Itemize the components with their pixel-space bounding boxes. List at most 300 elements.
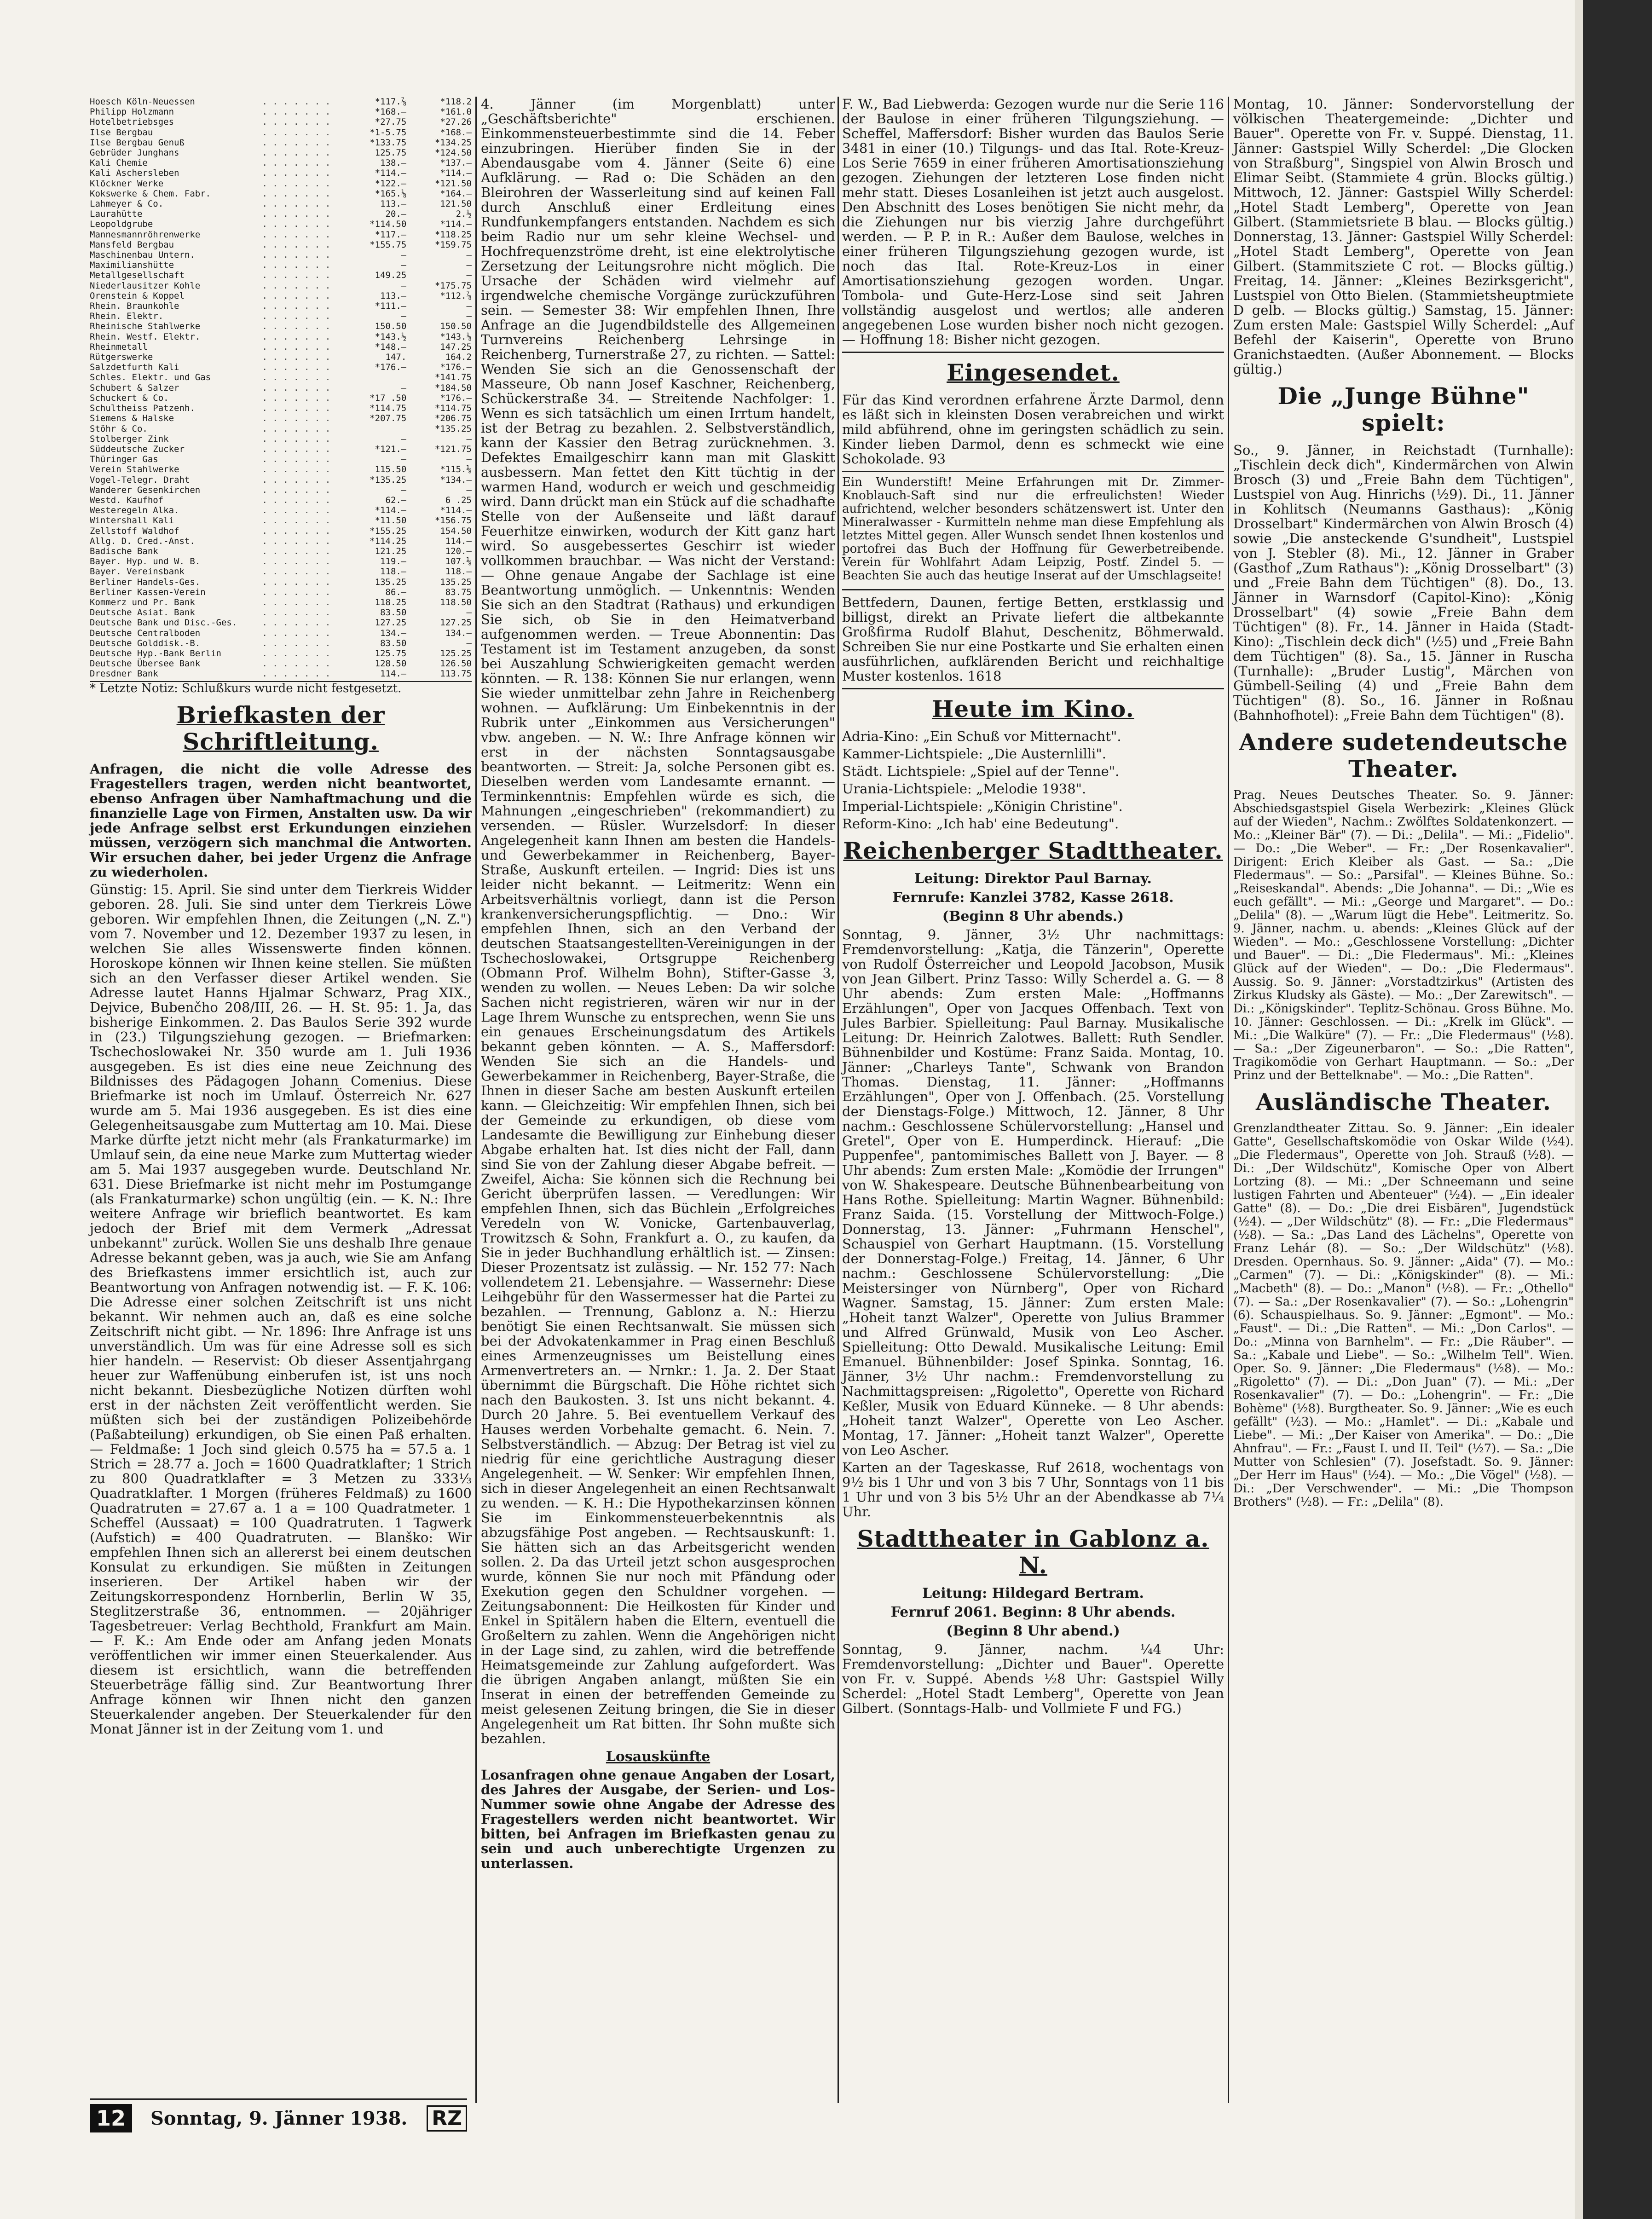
stock-price-curr: 114.— [445, 536, 472, 546]
stock-row [90, 393, 472, 403]
stock-price-curr: 147.25 [440, 341, 472, 352]
darmol-ad: Für das Kind verordnen erfahrene Ärzte Darmol, denn es läßt sich in kleinsten Dosen verabreichen und wirkt mild abführend, ohne im geringsten schädlich zu sein. Kinder lieben Darmol, denn es schmeckt wie eine Schokolade. 93 [842, 392, 1224, 467]
stock-price-curr: *206.75 [434, 413, 472, 424]
stock-row [90, 444, 472, 454]
issue-date: Sonntag, 9. Jänner 1938. [150, 2107, 408, 2129]
stock-row [90, 495, 472, 505]
stock-dots: . . . . . . . [262, 556, 331, 567]
cinema-item: Urania-Lichtspiele: „Melodie 1938". [842, 781, 1086, 797]
stock-row [90, 148, 472, 158]
stock-name: Berliner Handels-Ges. [90, 577, 201, 587]
stock-price-prev: *117.— [375, 229, 407, 240]
stock-name: Bayer. Hyp. und W. B. [90, 556, 201, 567]
stock-dots: . . . . . . . [262, 515, 331, 526]
foreign-theater-heading: Ausländische Theater. [1256, 1088, 1551, 1115]
stock-row [90, 536, 472, 546]
stock-name: Kali Chemie [90, 158, 148, 168]
stock-dots: . . . . . . . [262, 413, 331, 424]
stock-row [90, 311, 472, 321]
stock-price-prev: — [401, 433, 407, 444]
stock-price-curr: — [466, 485, 472, 495]
stock-price-prev: 119.— [380, 556, 407, 567]
stock-price-prev: 125.75 [375, 148, 407, 158]
stock-name: Süddeutsche Zucker [90, 444, 185, 454]
stock-price-curr: 121.50 [440, 199, 472, 209]
stock-price-curr: *114.— [440, 168, 472, 179]
stock-name: Schubert & Salzer [90, 382, 179, 393]
stock-row [90, 179, 472, 189]
stock-name: Rütgerswerke [90, 352, 153, 363]
stock-name: Maximilianshütte [90, 260, 174, 271]
stock-row [90, 240, 472, 250]
stock-price-curr: *176.— [440, 393, 472, 403]
stock-price-prev: *168.— [375, 107, 407, 117]
stock-row [90, 281, 472, 291]
stock-name: Mannesmannröhrenwerke [90, 229, 201, 240]
stock-name: Ilse Bergbau [90, 127, 153, 138]
stock-row [90, 230, 472, 240]
stock-price-curr: — [466, 250, 472, 260]
stock-row [90, 158, 472, 168]
stock-price-curr: *137.— [440, 158, 472, 168]
stock-name: Dresdner Bank [90, 669, 158, 679]
cinema-item: Städt. Lichtspiele: „Spiel auf der Tenne". [842, 763, 1120, 779]
stock-row [90, 219, 472, 229]
stock-dots: . . . . . . . [262, 229, 331, 240]
column-3 [842, 97, 1224, 1718]
stock-row [90, 362, 472, 372]
stock-price-curr: 2.½ [456, 209, 472, 220]
stock-dots: . . . . . . . [262, 199, 331, 209]
stock-price-curr: 134.— [445, 628, 472, 638]
stock-price-prev: *135.25 [370, 474, 407, 485]
stock-price-prev [341, 372, 407, 382]
bedding-ad: Bettfedern, Daunen, fertige Betten, erstklassig und billigst, direkt an Private liefert die altbekannte Großfirma Rudolf Blahut, Deschenitz, Böhmerwald. Schreiben Sie nur eine Postkarte und Sie erhalten einen ausführlichen, aufklärenden Bericht und reichhaltige Muster kostenlos. 1618 [842, 595, 1224, 684]
stock-name: Zellstoff Waldhof [90, 526, 179, 536]
stock-dots: . . . . . . . [262, 587, 331, 597]
stock-name: Vogel-Telegr. Draht [90, 474, 190, 485]
gablonz-program-continued: Montag, 10. Jänner: Sondervorstellung der völkischen Theatergemeinde: „Dichter und Bauer". Operette von Fr. v. Suppé. Dienstag, 11. Jänner: Gastspiel Willy Scherdel: „Die Glocken von Straßburg", Singspiel von Alwin Brosch und Elimar Seibt. (Stammiete 4 grün. Blocks gültig.) Mittwoch, 12. Jänner: Gastspiel Willy Scherdel: „Hotel Stadt Lemberg", Operette von Jean Gilbert. (Stammietsriete B blau. — Blocks gültig.) Donnerstag, 13. Jänner: Gastspiel Willy Scherdel: „Hotel Stadt Lemberg", Operette von Jean Gilbert. (Stammitsziete C rot. — Blocks gültig.) Freitag, 14. Jänner: „Kleines Bezirksgericht", Lustspiel von Otto Bielen. (Stammietsheuptmiete D gelb. — Blocks gültig.) Samstag, 15. Jänner: Zum ersten Male: Gastspiel Willy Scherdel: „Auf Befehl der Kaiserin", Operette von Bruno Granichstaedten. (Außer Abonnement. — Blocks gültig.) [1233, 96, 1574, 377]
stock-price-curr: 113.75 [440, 669, 472, 679]
stock-dots: . . . . . . . [262, 495, 331, 505]
stock-dots: . . . . . . . [262, 372, 331, 383]
stock-name: Lahmeyer & Co. [90, 199, 164, 209]
stock-dots: . . . . . . . [262, 209, 331, 220]
stock-price-curr: — [466, 260, 472, 271]
cinema-item: Adria-Kino: „Ein Schuß vor Mitternacht". [842, 728, 1121, 744]
stock-price-prev: *143.½ [375, 331, 407, 342]
theater-director: Leitung: Direktor Paul Barnay. [914, 871, 1152, 887]
stock-dots: . . . . . . . [262, 393, 331, 403]
stock-row [90, 526, 472, 536]
stock-row [90, 515, 472, 526]
stock-price-prev: 113.— [380, 199, 407, 209]
gablonz-program: Sonntag, 9. Jänner, nachm. ¼4 Uhr: Fremdenvorstellung: „Dichter und Bauer". Operette von Fr. v. Suppé. Abends ½8 Uhr: Gastspiel Willy Scherdel: „Hotel Stadt Lemberg", Operette von Jean Gilbert. (Sonntags-Halb- und Vollmiete F und FG.) [842, 1641, 1224, 1716]
theater-phone: Fernrufe: Kanzlei 3782, Kasse 2618. [892, 890, 1174, 906]
stock-row [90, 475, 472, 485]
stock-row [90, 638, 472, 648]
stock-name: Siemens & Halske [90, 413, 174, 424]
stock-price-curr: *156.75 [434, 515, 472, 526]
column-4 [1233, 97, 1574, 1512]
stock-dots: . . . . . . . [262, 659, 331, 669]
stock-dots: . . . . . . . [262, 485, 331, 495]
stock-name: Metallgesellschaft [90, 270, 185, 281]
sudeten-theater-program: Prag. Neues Deutsches Theater. So. 9. Jänner: Abschiedsgastspiel Gisela Werbezirk: „Kleines Glück auf der Wieden", Nachm.: Zwölftes Soldatenkonzert. — Mo.: „Kleiner Bär" (7). — Di.: „Delila". — Mi.: „Fidelio". — Do.: „Die Weber". — Fr.: „Der Rosenkavalier". Dirigent: Erich Kleiber als Gast. — Sa.: „Die Fledermaus". — So.: „Parsifal". — Kleines Bühne. So.: „Reiseskandal". Abends: „Die Johanna". — Di.: „Wie es euch gefällt". — Mi.: „George und Margaret". — Do.: „Delila" (8). — „Warum lügt die Hebe". Leitmeritz. So. 9. Jänner, nachm. u. abends: „Kleines Glück auf der Wieden". — Mo.: „Geschlossene Vorstellung: „Dichter und Bauer". — Di.: „Die Fledermaus". Mi.: „Kleines Glück auf der Wieden". — Do.: „Die Fledermaus". Aussig. So. 9. Jänner: „Vorstadtzirkus" (Artisten des Zirkus Kludsky als Gäste). — Mo.: „Der Zarewitsch". — Di.: „Königskinder". Teplitz-Schönau. Gross Bühne. Mo. 10. Jänner: Geschlossen. — Di.: „Krelk im Glück". — Mi.: „Die Walküre" (7). — Fr.: „Die Fledermaus" (½8). — Sa.: „Der Zigeunerbaron". — So.: „Die Ratten", Tragikomödie von Gerhart Hauptmann. — So.: „Der Prinz und der Bettelknabe". — Mo.: „Die Ratten". [1233, 788, 1574, 1082]
stock-dots: . . . . . . . [262, 148, 331, 158]
stock-dots: . . . . . . . [262, 280, 331, 291]
stock-dots: . . . . . . . [262, 362, 331, 373]
stock-name: Ilse Bergbau Genuß [90, 137, 185, 148]
stock-price-curr: — [466, 301, 472, 312]
stock-row [90, 628, 472, 638]
stock-row [90, 107, 472, 117]
scan-margin [1575, 0, 1583, 2219]
stock-price-prev: 62.— [385, 495, 407, 505]
stock-name: Deutsche Centralboden [90, 628, 201, 638]
stock-row [90, 403, 472, 413]
stock-price-prev: *17 .50 [370, 393, 407, 403]
stock-price-curr: *124.50 [434, 148, 472, 158]
stock-price-prev: 118.— [380, 566, 407, 577]
lot-answers: F. W., Bad Liebwerda: Gezogen wurde nur die Serie 116 der Baulose in einer früheren Tilgungsziehung. — Scheffel, Maffersdorf: Bisher wurden das Baulos Serie 3481 in einer (10.) Tilgungs- und das Ital. Rote-Kreuz-Los Serie 7659 in einer früheren Amortisationsziehung gezogen. Ziehungen der letzteren Lose finden nicht mehr statt. Dieses Losanleihen ist jetzt auch ausgelost. Den Abschnitt des Loses benötigen Sie nicht mehr, da die Ziehungen nur bis vierzig Jahre durchgeführt werden. — P. P. in R.: Außer dem Baulose, welches in einer früheren Tilgungsziehung gezogen wurde, ist noch das Ital. Rote-Kreuz-Los in einer Amortisationsziehung gezogen worden. Ungar. Tombola- und Gute-Herz-Lose sind seit Jahren vollständig ausgelost und wertlos; alle anderen angegebenen Lose wurden bisher noch nicht gezogen. — Hoffnung 18: Bisher nicht gezogen. [842, 96, 1224, 347]
stock-row [90, 352, 472, 362]
stock-price-prev: — [401, 382, 407, 393]
stock-name: Orenstein & Koppel [90, 290, 185, 301]
stock-price-curr: *161.0 [440, 107, 472, 117]
stock-dots: . . . . . . . [262, 597, 331, 607]
column-rule [475, 97, 477, 2103]
stock-price-curr: — [466, 433, 472, 444]
stock-dots: . . . . . . . [262, 423, 331, 434]
cinema-item: Kammer-Lichtspiele: „Die Austernlilli". [842, 746, 1106, 762]
stock-price-prev: 134.— [380, 628, 407, 638]
stock-row [90, 566, 472, 577]
stock-name: Badische Bank [90, 546, 158, 556]
stock-price-prev: 121.25 [375, 546, 407, 556]
stock-name: Kommerz und Pr. Bank [90, 597, 195, 607]
stock-name: Philipp Holzmann [90, 107, 174, 117]
stock-price-prev: *27.75 [375, 117, 407, 127]
submitted-heading: Eingesendet. [947, 359, 1120, 386]
stock-name: Stöhr & Co. [90, 423, 148, 434]
stock-row [90, 505, 472, 515]
stock-price-curr: *143.⅛ [440, 331, 472, 342]
stock-price-prev: 83.50 [380, 607, 407, 618]
stock-dots: . . . . . . . [262, 433, 331, 444]
stock-price-curr: *114.— [440, 505, 472, 516]
stock-dots: . . . . . . . [262, 341, 331, 352]
stock-row [90, 383, 472, 393]
stock-row [90, 342, 472, 352]
stock-price-curr: 127.25 [440, 618, 472, 628]
stock-table [90, 97, 472, 679]
stock-price-curr: *175.75 [434, 280, 472, 291]
stock-price-prev: 83.50 [380, 638, 407, 648]
stock-price-curr: *121.50 [434, 178, 472, 189]
stock-dots: . . . . . . . [262, 301, 331, 312]
stock-price-prev: — [401, 311, 407, 322]
stock-row [90, 301, 472, 311]
stock-row [90, 332, 472, 342]
stock-dots: . . . . . . . [262, 444, 331, 454]
stock-price-prev: — [401, 485, 407, 495]
stock-price-curr: 107.⅛ [445, 556, 472, 567]
divider [842, 352, 1224, 353]
stock-row [90, 454, 472, 464]
stock-price-prev: 149.25 [375, 270, 407, 281]
stock-name: Mansfeld Bergbau [90, 239, 174, 250]
stock-name: Kali Aschersleben [90, 168, 179, 179]
stock-row [90, 321, 472, 331]
cinema-heading: Heute im Kino. [932, 695, 1134, 722]
stock-dots: . . . . . . . [262, 526, 331, 536]
stock-name: Leopoldgrube [90, 219, 153, 230]
stock-row [90, 659, 472, 669]
foreign-theater-program: Grenzlandtheater Zittau. So. 9. Jänner: „Ein idealer Gatte", Gesellschaftskomödie von Oskar Wilde (½4). „Die Fledermaus", Operette von Joh. Strauß (½8). — Di.: „Der Wildschütz", Komische Oper von Albert Lortzing (8). — Mi.: „Der Schneemann und seine lustigen Fahrten und Abenteuer" (½4). — „Ein idealer Gatte" (8). — Do.: „Die drei Eisbären", Jugendstück (½4). — „Der Wildschütz" (8). — Fr.: „Die Fledermaus" (½8). — Sa.: „Das Land des Lächelns", Operette von Franz Lehár (8). — So.: „Der Wildschütz" (½8). Dresden. Opernhaus. So. 9. Jänner: „Aida" (7). — Mo.: „Carmen" (7). — Di.: „Königskinder" (8). — Mi.: „Macbeth" (8). — Do.: „Manon" (½8). — Fr.: „Othello" (7). — Sa.: „Der Rosenkavalier" (7). — So.: „Lohengrin" (6). Schauspielhaus. So. 9. Jänner: „Egmont". — Mo.: „Faust". — Di.: „Die Ratten". — Mi.: „Don Carlos". — Do.: „Minna von Barnhelm". — Fr.: „Die Räuber". — Sa.: „Kabale und Liebe". — So.: „Wilhelm Tell". Wien. Oper. So. 9. Jänner: „Die Fledermaus" (½8). — Mo.: „Rigoletto" (7). — Di.: „Don Juan" (7). — Mi.: „Der Rosenkavalier" (7). — Do.: „Lohengrin". — Fr.: „Die Bohème" (½8). Burgtheater. So. 9. Jänner: „Wie es euch gefällt" (½3). — Mo.: „Hamlet". — Di.: „Kabale und Liebe". — Mi.: „Der Kaiser von Amerika". — Do.: „Die Ahnfrau". — Fr.: „Faust I. und II. Teil" (½7). — Sa.: „Die Mutter von Schlesien" (7). Josefstadt. So. 9. Jänner: „Der Herr im Haus" (½4). — Mo.: „Die Vögel" (½8). — Di.: „Der Verschwender". — Mi.: „Die Thompson Brothers" (½8). — Fr.: „Delila" (8). [1233, 1121, 1574, 1509]
stock-name: Thüringer Gas [90, 454, 158, 465]
stock-price-prev: *165.⅛ [375, 188, 407, 199]
stock-name: Rheinmetall [90, 341, 148, 352]
stock-price-curr: *168.— [440, 127, 472, 138]
stock-price-prev: — [401, 280, 407, 291]
stock-dots: . . . . . . . [262, 628, 331, 638]
stock-name: Deutsche Golddisk.-B. [90, 638, 201, 648]
knoblauch-ad: Ein Wunderstift! Meine Erfahrungen mit Dr. Zimmer-Knoblauch-Saft sind nur die erfreulichsten! Wieder aufrichtend, welcher besonders schätzenswert ist. Unter den Mineralwasser - Kurmitteln nehme man diese Empfehlung als letztes Mittel gegen. Aller Wunsch sendet Ihnen kostenlos und portofrei das Buch der Hoffnung für Gewerbetreibende. Verein für Wohlfahrt Adam Leipzig, Postf. Zindel 5. — Beachten Sie auch das heutige Inserat auf der Umschlagseite! [842, 475, 1224, 583]
stock-dots: . . . . . . . [262, 505, 331, 516]
gablonz-begin: (Beginn 8 Uhr abend.) [946, 1623, 1120, 1639]
stock-name: Laurahütte [90, 209, 143, 220]
stock-dots: . . . . . . . [262, 97, 331, 107]
knoblauch-ad-box [842, 471, 1224, 590]
stock-price-curr: 118.— [445, 566, 472, 577]
stock-row [90, 485, 472, 495]
stock-price-prev: *1-5.75 [370, 127, 407, 138]
stock-price-curr: 6 .25 [445, 495, 472, 505]
cinema-item: Reform-Kino: „Ich hab' eine Bedeutung". [842, 816, 1119, 832]
stock-dots: . . . . . . . [262, 577, 331, 587]
stock-dots: . . . . . . . [262, 607, 331, 618]
stock-name: Stolberger Zink [90, 433, 169, 444]
stock-dots: . . . . . . . [262, 454, 331, 465]
stock-name: Berliner Kassen-Verein [90, 587, 206, 597]
stock-price-curr: *134.25 [434, 137, 472, 148]
stock-price-curr: 118.50 [440, 597, 472, 607]
stock-row [90, 464, 472, 474]
stock-price-curr: *27.26 [440, 117, 472, 127]
stock-price-prev: 135.25 [375, 577, 407, 587]
stock-price-prev: 20.— [385, 209, 407, 220]
divider [842, 688, 1224, 689]
stock-dots: . . . . . . . [262, 158, 331, 168]
stock-row [90, 250, 472, 260]
stock-dots: . . . . . . . [262, 239, 331, 250]
stock-name: Salzdetfurth Kali [90, 362, 179, 373]
stock-dots: . . . . . . . [262, 127, 331, 138]
mailbox-intro: Anfragen, die nicht die volle Adresse des Fragestellers tragen, werden nicht beantwortet, ebenso Anfragen über Namhaftmachung und die finanzielle Lage von Firmen, Anstalten usw. Da wir jede Anfrage selbst erst Erkundungen einziehen müssen, verzögern sich manchmal die Antworten. Wir ersuchen daher, bei jeder Urgenz die Anfrage zu wiederholen. [90, 761, 472, 880]
theater-program: Sonntag, 9. Jänner, 3½ Uhr nachmittags: Fremdenvorstellung: „Katja, die Tänzerin", Operette von Rudolf Österreicher und Leopold Jacobson, Musik von Jean Gilbert. Prinz Tasso: Willy Scherdel a. G. — 8 Uhr abends: Zum ersten Male: „Hoffmanns Erzählungen", Oper von Jacques Offenbach. Text von Jules Barbier. Spielleitung: Paul Barnay. Musikalische Leitung: Dr. Heinrich Zalotwes. Ballett: Ruth Sendler. Bühnenbilder und Kostüme: Franz Saida. Montag, 10. Jänner: „Charleys Tante", Schwank von Brandon Thomas. Dienstag, 11. Jänner: „Hoffmanns Erzählungen", Oper von J. Offenbach. (25. Vorstellung der Dienstags-Folge.) Mittwoch, 12. Jänner, 8 Uhr nachm.: Geschlossene Schülervorstellung: „Hansel und Gretel", Oper von E. Humperdinck. Hierauf: „Die Puppenfee", pantomimisches Ballett von J. Bayer. — 8 Uhr abends: Zum ersten Male: „Komödie der Irrungen" von W. Shakespeare. Deutsche Bühnenbearbeitung von Hans Rothe. Spielleitung: Martin Wagner. Bühnenbild: Franz Saida. (15. Vorstellung der Mittwoch-Folge.) Donnerstag, 13. Jänner: „Fuhrmann Henschel", Schauspiel von Gerhart Hauptmann. (15. Vorstellung der Donnerstag-Folge.) Freitag, 14. Jänner, 6 Uhr nachm.: Geschlossene Schülervorstellung: „Die Meistersinger von Nürnberg", Oper von Richard Wagner. Samstag, 15. Jänner: Zum ersten Male: „Hoheit tanzt Walzer", Operette von Julius Brammer und Alfred Grünwald, Musik von Leo Ascher. Spielleitung: Otto Dewald. Musikalische Leitung: Emil Emanuel. Bühnenbilder: Josef Spinka. Sonntag, 16. Jänner, 3½ Uhr nachm.: Fremdenvorstellung zu Nachmittagspreisen: „Rigoletto", Operette von Richard Keßler, Musik von Eduard Künneke. — 8 Uhr abends: „Hoheit tanzt Walzer", Operette von Leo Ascher. Montag, 17. Jänner: „Hoheit tanzt Walzer", Operette von Leo Ascher. [842, 927, 1224, 1458]
stock-price-curr: 135.25 [440, 577, 472, 587]
page-number: 12 [90, 2104, 132, 2132]
stock-note: * Letzte Notiz: Schlußkurs wurde nicht festgesetzt. [90, 681, 472, 695]
stock-price-prev: *114.— [375, 168, 407, 179]
stock-price-curr: *114.75 [434, 403, 472, 414]
stock-price-curr: 120.— [445, 546, 472, 556]
stock-price-curr: — [466, 270, 472, 281]
stock-price-prev: 118.25 [375, 597, 407, 607]
stock-row [90, 597, 472, 607]
stock-row [90, 209, 472, 219]
stock-price-curr: 125.25 [440, 648, 472, 659]
stock-row [90, 260, 472, 270]
stock-price-curr: — [466, 311, 472, 322]
stock-price-curr: *176.— [440, 362, 472, 373]
stock-price-curr: — [466, 607, 472, 618]
stock-row [90, 648, 472, 659]
stock-price-prev: 127.25 [375, 618, 407, 628]
stock-dots: . . . . . . . [262, 464, 331, 475]
stock-price-prev: *111.— [375, 301, 407, 312]
stock-price-prev: *122.— [375, 178, 407, 189]
stock-name: Deutsche Hyp.-Bank Berlin [90, 648, 221, 659]
gablonz-phone: Fernruf 2061. Beginn: 8 Uhr abends. [890, 1604, 1176, 1620]
stock-row [90, 577, 472, 587]
stock-dots: . . . . . . . [262, 270, 331, 281]
stock-dots: . . . . . . . [262, 669, 331, 679]
stock-price-prev: *114.— [375, 505, 407, 516]
stock-row [90, 127, 472, 138]
stock-price-curr: 154.50 [440, 526, 472, 536]
stock-price-prev: *114.50 [370, 219, 407, 230]
stock-price-curr: *118.25 [434, 229, 472, 240]
stock-name: Gebrüder Junghans [90, 148, 179, 158]
stock-name: Westd. Kaufhof [90, 495, 164, 505]
stock-name: Kokswerke & Chem. Fabr. [90, 188, 211, 199]
stock-dots: . . . . . . . [262, 321, 331, 332]
stock-price-curr: 150.50 [440, 321, 472, 332]
masthead-mark: RZ [427, 2105, 467, 2132]
stock-price-prev: — [401, 454, 407, 465]
stock-price-prev: *121.— [375, 444, 407, 454]
stock-price-curr: 83.75 [445, 587, 472, 597]
mailbox-answers-continued: 4. Jänner (im Morgenblatt) unter „Geschäftsberichte" erschienen. Einkommensteuerbestimmte sind die 14. Feber einzubringen. Hierüber finden Sie in der Abendausgabe vom 4. Jänner (Seite 6) eine Aufklärung. — Rad o: Die Schäden an den Bleirohren der Wasserleitung sind auf keinen Fall durch Anschluß einer Erdleitung eines Rundfunkempfangers entstanden. Nachdem es sich beim Radio nur um sehr kleine Wechsel- und Hochfrequenzströme dreht, ist eine elektrolytische Zersetzung der Leitungsrohre nicht möglich. Die Ursache der Schäden wird vielmehr auf irgendwelche chemische Vorgänge zurückzuführen sein. — Semester 38: Wir empfehlen Ihnen, Ihre Anfrage an die Jugendbildstelle des Allgemeinen Turnvereins Reichenberg Lehrsinge in Reichenberg, Turnerstraße 27, zu richten. — Sattel: Wenden Sie sich an die Genossenschaft der Masseure, Ob nann Josef Kaschner, Reichenberg, Schückerstraße 34. — Streitende Nachfolger: 1. Wenn es sich tatsächlich um einen Irrtum handelt, ist der Betrag zu bezahlen. 2. Selbstverständlich, kann der Kassier den Betrag zurücknehmen. 3. Defektes Emailgeschirr kann man mit Glaskitt ausbessern. Man fettet den Kitt tüchtig in der warmen Hand, wodurch er weich und geschmeidig wird. Dann drückt man ein Stück auf die schadhafte Stelle von der Außenseite und läßt darauf Feuerhitze einwirken, wodurch der Kitt ganz hart wird. So ausgebessertes Geschirr ist wieder vollkommen brauchbar. — Was nicht der Verstand: — Ohne genaue Angabe der Sachlage ist eine Beantwortung unmöglich. — Unkenntnis: Wenden Sie sich an den Stadtrat (Rathaus) und erkundigen Sie sich, ob Sie in den Heimatverband aufgenommen werden. — Treue Abonnentin: Das Testament ist im Testament anzugeben, da sonst bei Auszahlung Schwierigkeiten gemacht werden könnten. — R. 138: Können Sie nur erlangen, wenn Sie wieder unmittelbar zehn Jahre in Reichenberg wohnen. — Aufklärung: Um Einbekenntnis in der Rubrik unter „Einkommen aus Versicherungen" vbw. angeben. — N. W.: Ihre Anfrage können wir erst in der nächsten Sonntagsausgabe beantworten. — Streit: Ja, solche Personen gibt es. Dieselben werden vom Landesamte ernannt. — Terminkenntnis: Empfehlen würde es sich, die Mahnungen „eingeschrieben" (rekommandiert) zu versenden. — Rüsler. Wurzelsdorf: In dieser Angelegenheit kann Ihnen am besten die Handels- und Gewerbekammer in Reichenberg, Bayer-Straße, Auskunft erteilen. — Ingrid: Dies ist uns leider nicht bekannt. — Leitmeritz: Wenn ein Arbeitsverhältnis vorliegt, dann ist die Person krankenversicherungspflichtig. — Dno.: Wir empfehlen Ihnen, sich an den Verband der deutschen Staatsangestellten-Vereinigungen in der Tschechoslowakei, Ortsgruppe Reichenberg (Obmann Prof. Wilhelm Bohn), Stifter-Gasse 3, wenden zu wollen. — Neues Leben: Da wir solche Sachen nicht registrieren, wären wir nur in der Lage Ihrem Wunsche zu entsprechen, wenn Sie uns ein genaues Erscheinungsdatum des Artikels bekannt geben könnten. — A. S., Maffersdorf: Wenden Sie sich an die Handels- und Gewerbekammer in Reichenberg, Bayer-Straße, die Ihnen in dieser Sache am besten Auskunft erteilen kann. — Gleichzeitig: Wir empfehlen Ihnen, sich bei der Gemeinde zu erkundigen, ob diese vom Landesamte die Bewilligung zur Einhebung dieser Abgabe erhalten hat. Ist dies nicht der Fall, dann sind Sie von der Zahlung dieser Abgabe befreit. — Zweifel, Aicha: Sie können sich die Rechnung bei Gericht überprüfen lassen. — Veredlungen: Wir empfehlen Ihnen, sich das Büchlein „Erfolgreiches Veredeln von W. Vonicke, Gartenbauverlag, Trowitzsch & Sohn, Frankfurt a. O., zu kaufen, da Sie in jeder Buchhandlung erhältlich ist. — Zinsen: Dieser Prozentsatz ist zulässig. — Nr. 152 77: Nach vollendetem 21. Lebensjahre. — Wassernehr: Diese Leihgebühr für den Wassermesser hat die Partei zu bezahlen. — Trennung, Gablonz a. N.: Hierzu benötigt Sie einen Rechtsanwalt. Sie müssen sich bei der Advokatenkammer in Prag einen Beschluß eines Armenzeugnisses um Beistellung eines Armenvertreters an. — Nrnkr.: 1. Ja. 2. Der Staat übernimmt die Bürgschaft. Die Höhe richtet sich nach den Baukosten. 3. Ist uns nicht bekannt. 4. Durch 20 Jahre. 5. Bei eventuellem Verkauf des Hauses werden Vorbehalte gemacht. 6. Nein. 7. Selbstverständlich. — Abzug: Der Betrag ist viel zu niedrig für eine gerichtliche Austragung dieser Angelegenheit. — W. Senker: Wir empfehlen Ihnen, sich in dieser Angelegenheit an einen Rechtsanwalt zu wenden. — K. H.: Die Hypothekarzinsen können Sie im Einkommensteuerbekenntnis als abzugsfähige Post angeben. — Rechtsauskunft: 1. Sie hätten sich an das Arbeitsgericht wenden sollen. 2. Da das Urteil jetzt schon ausgesprochen wurde, können Sie nur noch mit Pfändung oder Exekution gegen den Schuldner vorgehen. — Zeitungsabonnent: Die Heilkosten für Kinder und Enkel in Spitälern haben die Eltern, eventuell die Großeltern zu zahlen. Wenn die Angehörigen nicht in der Lage sind, zu zahlen, wird die betreffende Heimatsgemeinde zur Zahlung aufgefordert. Was die übrigen Angaben anlangt, müßten Sie ein Inserat in einen der betreffenden Gemeinde zu meist gelesenen Zeitung bringen, die Sie in dieser Angelegenheit um Rat bitten. Ihr Sohn mußte sich bezahlen. [481, 96, 835, 1746]
theater-begin: (Beginn 8 Uhr abends.) [942, 908, 1124, 925]
sudeten-theater-heading: Andere sudetendeutsche Theater. [1239, 728, 1568, 782]
stock-row [90, 199, 472, 209]
stock-row [90, 291, 472, 301]
stock-price-curr: *141.75 [434, 372, 472, 383]
stock-name: Deutsche Asiat. Bank [90, 607, 195, 618]
stock-name: Schuckert & Co. [90, 393, 169, 403]
stock-price-prev: *155.75 [370, 239, 407, 250]
stock-dots: . . . . . . . [262, 638, 331, 648]
stock-name: Hotelbetriebsges [90, 117, 174, 127]
junge-buehne-program: So., 9. Jänner, in Reichstadt (Turnhalle): „Tischlein deck dich", Kindermärchen von Alwin Brosch (3) und „Freie Bahn dem Tüchtigen", Lustspiel von Aug. Hinrichs (½9). Di., 11. Jänner in Kohlitsch (Neumanns Gasthaus): „König Drosselbart" Kindermärchen von Alwin Brosch (4) sowie „Die ansteckende G'sundheit", Lustspiel von J. Stebler (8). Mi., 12. Jänner in Graber (Gasthof „Zum Rathaus"): „König Drosselbart" (3) und „Freie Bahn dem Tüchtigen" (8). Do., 13. Jänner in Warnsdorf (Capitol-Kino): „König Drosselbart" (4) sowie „Freie Bahn dem Tüchtigen" (8). Fr., 14. Jänner in Haida (Stadt-Kino): „Tischlein deck dich" (½5) und „Freie Bahn dem Tüchtigen" (8). Sa., 15. Jänner in Ruscha (Turnhalle): „Bruder Lustig", Märchen von Gümbell-Seiling (4) und „Freie Bahn dem Tüchtigen" (8). So., 16. Jänner in Roßnau (Bahnhofhotel): „Freie Bahn dem Tüchtigen" (8). [1233, 442, 1574, 723]
theater-tickets: Karten an der Tageskasse, Ruf 2618, wochentags von 9½ bis 1 Uhr und von 3 bis 7 Uhr, Sonntags von 11 bis 1 Uhr und von 3 bis 5½ Uhr an der Abendkasse ab 7¼ Uhr. [842, 1460, 1224, 1520]
column-1 [90, 97, 472, 1739]
stock-name: Schles. Elektr. und Gas [90, 372, 211, 383]
stock-row [90, 424, 472, 434]
stock-dots: . . . . . . . [262, 137, 331, 148]
cinema-item: Imperial-Lichtspiele: „Königin Christine". [842, 798, 1123, 814]
stock-name: Wintershall Kali [90, 515, 174, 526]
stock-price-prev: *11.50 [375, 515, 407, 526]
stock-name: Verein Stahlwerke [90, 464, 179, 475]
stock-price-prev [341, 424, 407, 434]
stock-row [90, 413, 472, 423]
stock-price-curr: *164.— [440, 188, 472, 199]
stock-dots: . . . . . . . [262, 331, 331, 342]
stock-price-curr: *112.⅞ [440, 290, 472, 301]
stock-dots: . . . . . . . [262, 260, 331, 271]
stock-name: Rhein. Braunkohle [90, 301, 179, 312]
stock-dots: . . . . . . . [262, 382, 331, 393]
stock-name: Niederlausitzer Kohle [90, 280, 201, 291]
stock-price-prev: 115.50 [375, 464, 407, 475]
stock-price-prev: 147. [385, 352, 407, 363]
stock-price-prev: *148.— [375, 341, 407, 352]
stock-dots: . . . . . . . [262, 219, 331, 230]
stock-name: Rheinische Stahlwerke [90, 321, 201, 332]
stock-name: Rhein. Westf. Elektr. [90, 331, 201, 342]
stock-price-prev: — [401, 250, 407, 260]
stock-dots: . . . . . . . [262, 618, 331, 628]
page-footer [90, 2098, 467, 2137]
stock-dots: . . . . . . . [262, 188, 331, 199]
stock-dots: . . . . . . . [262, 168, 331, 179]
stock-price-curr: *159.75 [434, 239, 472, 250]
stock-dots: . . . . . . . [262, 178, 331, 189]
stock-dots: . . . . . . . [262, 352, 331, 363]
stock-name: Deutsche Bank und Disc.-Ges. [90, 618, 237, 628]
stock-name: Maschinenbau Untern. [90, 250, 195, 260]
stock-row [90, 556, 472, 566]
stock-dots: . . . . . . . [262, 403, 331, 414]
stock-dots: . . . . . . . [262, 117, 331, 127]
stock-dots: . . . . . . . [262, 546, 331, 556]
mailbox-heading: Briefkasten der Schriftleitung. [176, 701, 385, 755]
stock-price-prev: 125.75 [375, 648, 407, 659]
mailbox-answers: Günstig: 15. April. Sie sind unter dem Tierkreis Widder geboren. 28. Juli. Sie sind unter dem Tierkreis Löwe geboren. Wir empfehlen Ihnen, die Zeitungen („N. Z.") vom 7. November und 12. Dezember 1937 zu lesen, in welchen Sie alles Wissenswerte finden können. Horoskope können wir Ihnen keine stellen. Sie müßten sich an den Verfasser dieser Artikel wenden. Sie Adresse lautet Hanns Hjalmar Schwarz, Prag XIX., Dejvice, Bubenčho 208/III, 26. — H. St. 95: 1. Ja, das bisherige Einkommen. 2. Das Baulos Serie 392 wurde in (23.) Tilgungsziehung gezogen. — Briefmarken: Tschechoslowakei Nr. 350 wurde am 1. Juli 1936 ausgegeben. Es ist dies eine neue Zeichnung des Bildnisses des Pädagogen Johann Comenius. Diese Briefmarke ist noch im Umlauf. Österreich Nr. 627 wurde am 5. Mai 1936 ausgegeben. Es ist dies eine Gelegenheitsausgabe zum Muttertag am 10. Mai. Diese Marke dürfte jetzt nicht mehr (als Frankaturmarke) im Umlauf sein, da eine neue Marke zum Muttertag wieder am 5. Mai 1937 ausgegeben wurde. Deutschland Nr. 631. Diese Briefmarke ist nicht mehr im Postumgange (als Frankaturmarke) schon ungültig (ein. — K. N.: Ihre weitere Anfrage wir brieflich beantwortet. Es kam jedoch der Brief mit dem Vermerk „Adressat unbekannt" zurück. Wollen Sie uns deshalb Ihre genaue Adresse bekannt geben, was ja auch, wie Sie am Anfang des Briefkastens immer ersichtlich ist, auch zur Beantwortung von Anfragen notwendig ist. — F. K. 106: Die Adresse einer solchen Zeitschrift ist uns nicht bekannt. Wir nehmen auch an, daß es eine solche Zeitschrift nicht gibt. — Nr. 1896: Ihre Anfrage ist uns unverständlich. Um was für eine Adresse soll es sich hier handeln. — Reservist: Ob dieser Assentjahrgang heuer zur Waffenübung einberufen ist, ist uns noch nicht bekannt. Diesbezügliche Notizen dürften wohl erst in der nächsten Zeit veröffentlicht werden. Sie müßten sich bei der zuständigen Polizeibehörde (Paßabteilung) erkundigen, ob Sie einen Paß erhalten. — Feldmaße: 1 Joch sind gleich 0.575 ha = 57.5 a. 1 Strich = 28.77 a. Joch = 1600 Quadratklafter; 1 Strich zu 800 Quadratklafter = 3 Metzen zu 333⅓ Quadratklafter. 1 Morgen (früheres Feldmaß) zu 1600 Quadratruten = 27.67 a. 1 a = 100 Quadratmeter. 1 Scheffel (Aussaat) = 100 Quadratruten. 1 Tagwerk (Aufstich) = 400 Quadratruten. — Blanško: Wir empfehlen Ihnen sich an allererst bei einem deutschen Konsulat zu erkundigen. Sie müßten in Zeitungen inserieren. Der Artikel haben wir der Zeitungskorrespondenz Hornberlin, Berlin W 35, Steglitzerstraße 36, entnommen. — 20jähriger Tagesbetreuer: Verlag Bechthold, Frankfurt am Main. — F. K.: Am Ende oder am Anfang jeden Monats veröffentlichen wir immer einen Steuerkalender. Aus diesem ist ersichtlich, wann die betreffenden Steuerbeträge fällig sind. Zur Beantwortung Ihrer Anfrage können wir Ihnen nicht den ganzen Steuerkalender angeben. Der Steuerkalender für den Monat Jänner ist in der Zeitung vom 1. und [90, 881, 472, 1737]
stock-price-curr: — [466, 454, 472, 465]
stock-dots: . . . . . . . [262, 107, 331, 117]
stock-price-prev: 128.50 [375, 659, 407, 669]
lot-info-notice: Losanfragen ohne genaue Angaben der Losart, des Jahres der Ausgabe, der Serien- und Los-Nummer sowie ohne Angabe der Adresse des Fragestellers werden nicht beantwortet. Wir bitten, bei Anfragen im Briefkasten genau zu sein und auch unberechtigte Urgenzen zu unterlassen. [481, 1767, 835, 1871]
stock-dots: . . . . . . . [262, 250, 331, 260]
stock-price-prev: *207.75 [370, 413, 407, 424]
stock-price-prev: *133.75 [370, 137, 407, 148]
stock-name: Allg. D. Cred.-Anst. [90, 536, 195, 546]
stock-dots: . . . . . . . [262, 290, 331, 301]
lot-info-heading: Losauskünfte [606, 1749, 710, 1765]
scan-edge [1583, 0, 1652, 2219]
stock-name: Westeregeln Alka. [90, 505, 179, 516]
stock-price-prev: — [401, 260, 407, 271]
stock-dots: . . . . . . . [262, 648, 331, 659]
column-rule [838, 97, 839, 2103]
stock-price-curr: *135.25 [434, 423, 472, 434]
stock-row [90, 669, 472, 679]
stock-row [90, 372, 472, 382]
stock-row [90, 189, 472, 199]
stock-price-prev: *114.75 [370, 403, 407, 414]
column-2 [481, 97, 835, 1873]
stock-name: Rhein. Elektr. [90, 311, 164, 322]
gablonz-theater-heading: Stadttheater in Gablonz a. N. [857, 1525, 1209, 1579]
stock-price-prev: 150.50 [375, 321, 407, 332]
stock-price-prev: 113.— [380, 290, 407, 301]
stock-name: Schultheiss Patzenh. [90, 403, 195, 414]
